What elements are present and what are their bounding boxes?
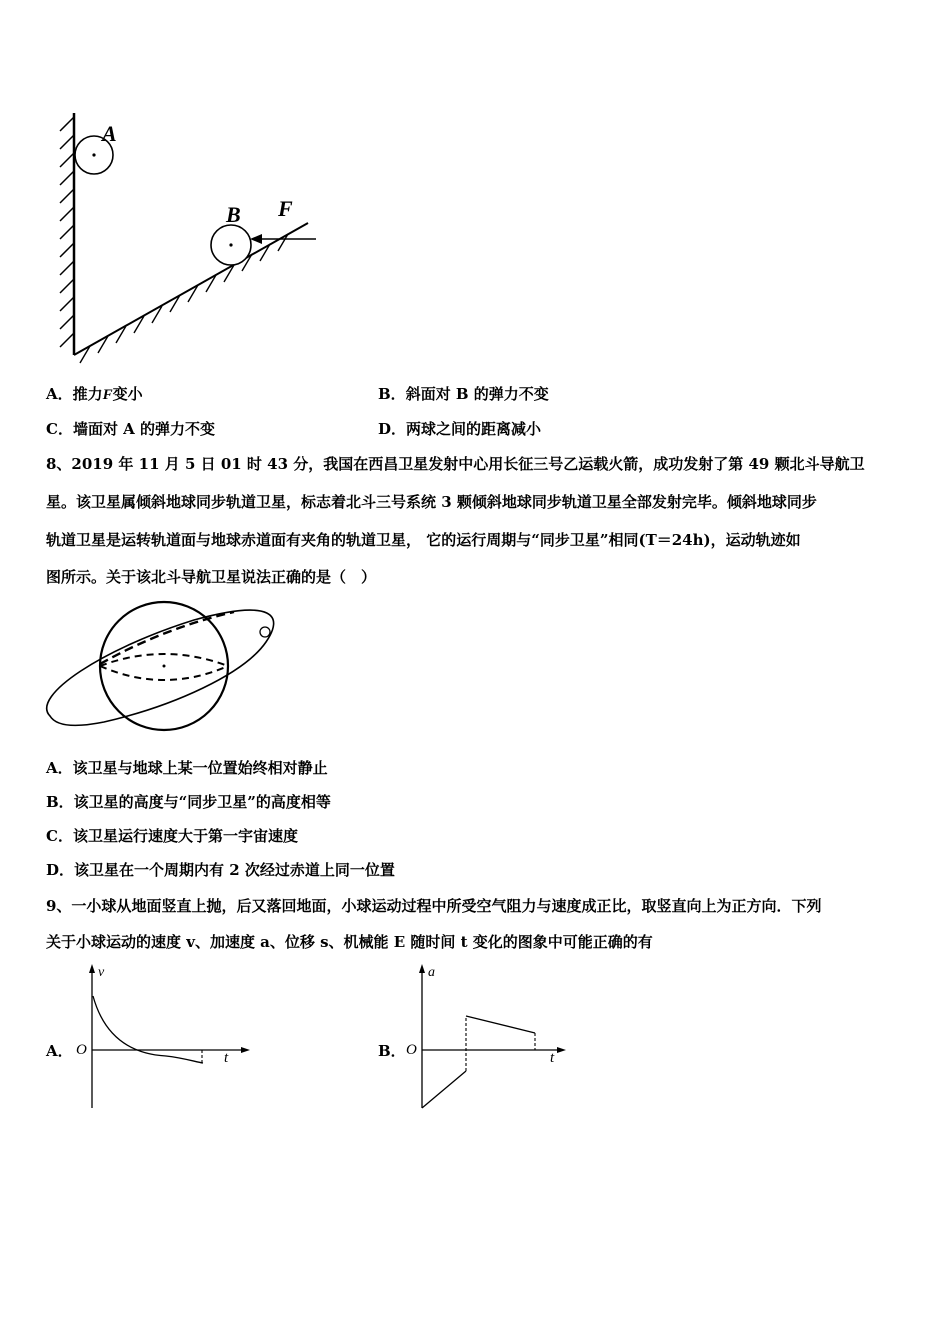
incline-line	[74, 223, 308, 355]
graph-b-origin: O	[406, 1042, 417, 1058]
q8-option-a: A．该卫星与地球上某一位置始终相对静止	[46, 759, 328, 777]
label-b: B	[226, 202, 241, 227]
q8-option-c: C．该卫星运行速度大于第一宇宙速度	[46, 827, 298, 845]
q9-line-1: 9、一小球从地面竖直上抛，后又落回地面，小球运动过程中所受空气阻力与速度成正比，取竖直向上为正方向．下列	[46, 897, 822, 915]
graph-b-segment-2	[466, 1016, 535, 1033]
graph-a-ylabel: v	[98, 965, 105, 980]
q8-line-3: 轨道卫星是运转轨道面与地球赤道面有夹角的轨道卫星， 它的运行周期与“同步卫星”相同(T＝24h)，运动轨迹如	[46, 531, 801, 549]
q9-option-a-label: A．	[46, 1042, 73, 1060]
q7-option-b: B．斜面对 B 的弹力不变	[378, 385, 549, 403]
q7-option-c: C．墙面对 A 的弹力不变	[46, 420, 216, 438]
graph-b-segment-1	[422, 1071, 466, 1108]
satellite	[260, 627, 270, 637]
q8-option-d: D．该卫星在一个周期内有 2 次经过赤道上同一位置	[46, 861, 395, 879]
equator-front	[100, 666, 228, 680]
satellite-orbit-figure	[44, 598, 280, 738]
q9-line-2: 关于小球运动的速度 v、加速度 a、位移 s、机械能 E 随时间 t 变化的图象中可能正确的有	[46, 933, 653, 951]
graph-b-acceleration	[400, 962, 570, 1112]
orbit-ellipse	[47, 610, 274, 725]
graph-a-curve	[93, 996, 203, 1063]
graph-a-velocity	[70, 962, 250, 1112]
q8-option-b: B．该卫星的高度与“同步卫星”的高度相等	[46, 793, 331, 811]
q8-line-1: 8、2019 年 11 月 5 日 01 时 43 分，我国在西昌卫星发射中心用长征三号乙运载火箭，成功发射了第 49 颗北斗导航卫	[46, 455, 865, 473]
wall-incline-figure	[40, 105, 340, 375]
q7-option-d: D．两球之间的距离减小	[378, 420, 542, 438]
q8-line-2: 星。该卫星属倾斜地球同步轨道卫星，标志着北斗三号系统 3 颗倾斜地球同步轨道卫星全部发射完毕。倾斜地球同步	[46, 493, 817, 511]
graph-b-xlabel: t	[550, 1050, 555, 1066]
label-f: F	[278, 196, 293, 221]
label-a: A	[102, 121, 117, 146]
incline-hatching	[80, 234, 288, 363]
q8-line-4: 图所示。关于该北斗导航卫星说法正确的是（ ）	[46, 568, 377, 586]
graph-a-origin: O	[76, 1042, 87, 1058]
q7-option-a: A．推力F变小	[46, 385, 143, 403]
wall-hatching	[60, 117, 74, 347]
equator-back	[100, 654, 228, 666]
graph-b-ylabel: a	[428, 965, 435, 980]
q9-option-b-label: B．	[378, 1042, 406, 1060]
graph-a-xlabel: t	[224, 1050, 229, 1066]
